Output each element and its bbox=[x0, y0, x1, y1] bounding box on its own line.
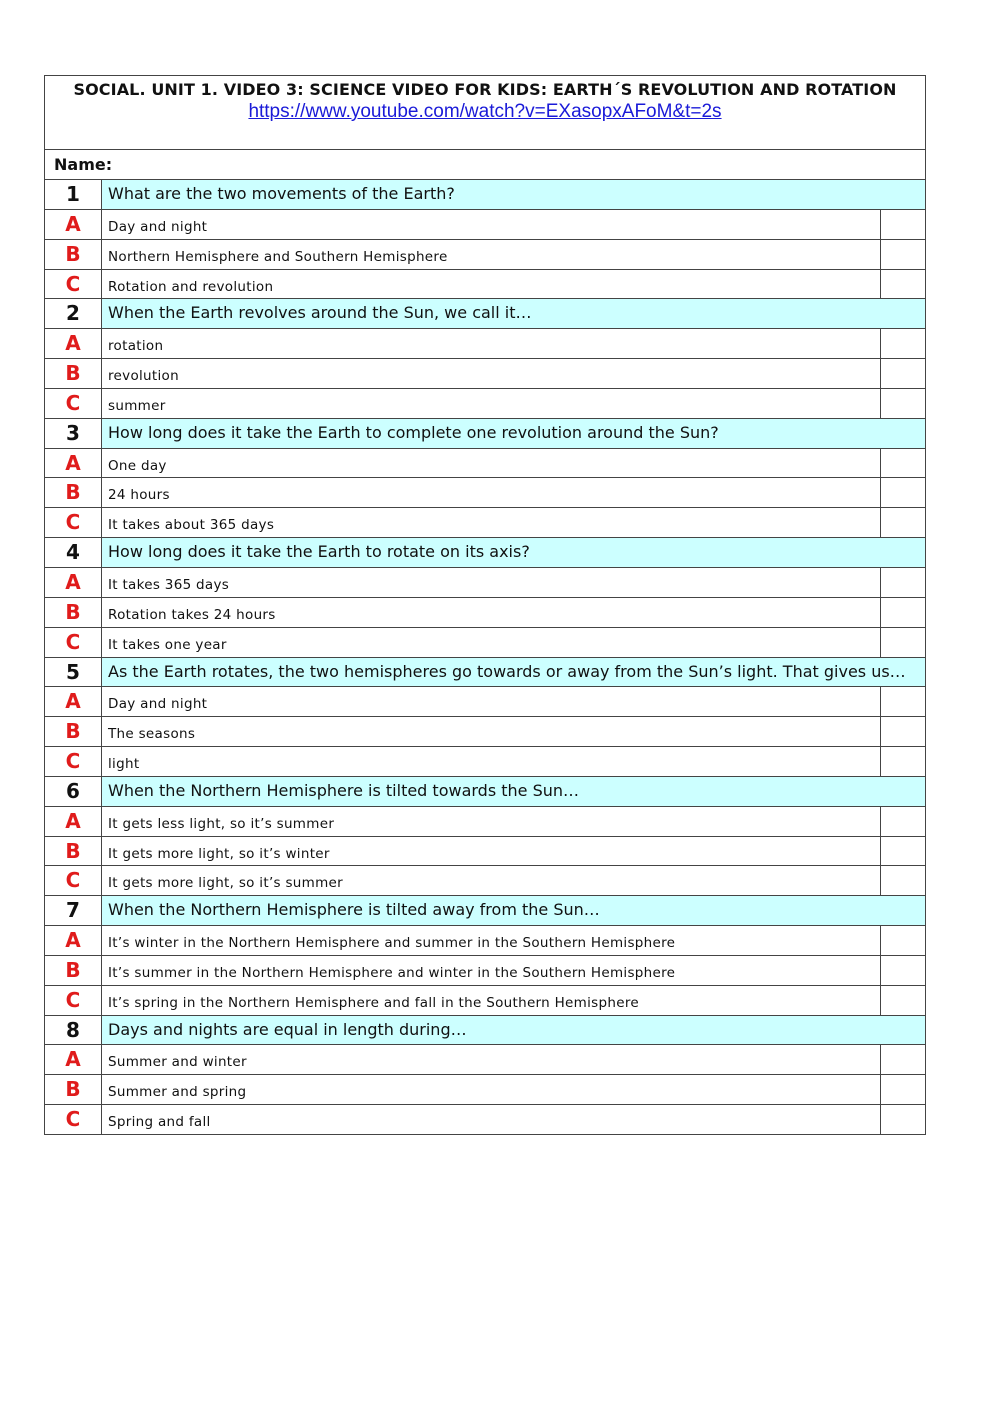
answer-box[interactable] bbox=[881, 807, 925, 836]
answer-box[interactable] bbox=[881, 687, 925, 716]
option-letter: B bbox=[45, 1075, 102, 1104]
answer-box[interactable] bbox=[881, 270, 925, 299]
question-text: How long does it take the Earth to complete one revolution around the Sun? bbox=[102, 419, 925, 448]
answer-box[interactable] bbox=[881, 449, 925, 478]
option-row bbox=[45, 598, 925, 628]
option-letter: C bbox=[45, 270, 102, 299]
option-row bbox=[45, 747, 925, 777]
option-letter: B bbox=[45, 717, 102, 746]
option-text: It gets more light, so it’s summer bbox=[102, 866, 881, 895]
option-text: The seasons bbox=[102, 717, 881, 746]
question-number: 2 bbox=[45, 299, 102, 328]
option-row bbox=[45, 449, 925, 479]
answer-box[interactable] bbox=[881, 1045, 925, 1074]
question-number: 1 bbox=[45, 180, 102, 209]
option-text: Rotation takes 24 hours bbox=[102, 598, 881, 627]
question-text: As the Earth rotates, the two hemispheres go towards or away from the Sun’s light. That gives us… bbox=[102, 658, 925, 687]
question-text: Days and nights are equal in length during… bbox=[102, 1016, 925, 1045]
option-row bbox=[45, 508, 925, 538]
question-number: 4 bbox=[45, 538, 102, 567]
option-letter: A bbox=[45, 807, 102, 836]
question-row bbox=[45, 538, 925, 568]
option-letter: C bbox=[45, 747, 102, 776]
question-row bbox=[45, 299, 925, 329]
question-text: When the Northern Hemisphere is tilted towards the Sun… bbox=[102, 777, 925, 806]
answer-box[interactable] bbox=[881, 598, 925, 627]
worksheet-table bbox=[44, 75, 926, 1135]
option-row bbox=[45, 329, 925, 359]
answer-box[interactable] bbox=[881, 926, 925, 955]
answer-box[interactable] bbox=[881, 478, 925, 507]
option-text: Summer and spring bbox=[102, 1075, 881, 1104]
answer-box[interactable] bbox=[881, 747, 925, 776]
option-row bbox=[45, 240, 925, 270]
question-row bbox=[45, 658, 925, 688]
answer-box[interactable] bbox=[881, 389, 925, 418]
answer-box[interactable] bbox=[881, 1075, 925, 1104]
name-label: Name: bbox=[54, 155, 113, 174]
option-text: Summer and winter bbox=[102, 1045, 881, 1074]
worksheet-header bbox=[45, 76, 925, 150]
option-text: rotation bbox=[102, 329, 881, 358]
option-row bbox=[45, 866, 925, 896]
question-row bbox=[45, 419, 925, 449]
option-text: It gets less light, so it’s summer bbox=[102, 807, 881, 836]
option-text: revolution bbox=[102, 359, 881, 388]
option-text: Day and night bbox=[102, 210, 881, 239]
option-text: It’s summer in the Northern Hemisphere and winter in the Southern Hemisphere bbox=[102, 956, 881, 985]
worksheet-title: SOCIAL. UNIT 1. VIDEO 3: SCIENCE VIDEO FOR KIDS: EARTH´S REVOLUTION AND ROTATION bbox=[73, 80, 897, 99]
option-letter: C bbox=[45, 389, 102, 418]
option-row bbox=[45, 1075, 925, 1105]
video-link[interactable]: https://www.youtube.com/watch?v=EXasopxAFoM&t=2s bbox=[248, 101, 722, 122]
answer-box[interactable] bbox=[881, 956, 925, 985]
question-row bbox=[45, 896, 925, 926]
question-number: 7 bbox=[45, 896, 102, 925]
answer-box[interactable] bbox=[881, 866, 925, 895]
question-row bbox=[45, 180, 925, 210]
answer-box[interactable] bbox=[881, 1105, 925, 1134]
option-row bbox=[45, 1105, 925, 1135]
option-text: summer bbox=[102, 389, 881, 418]
answer-box[interactable] bbox=[881, 568, 925, 597]
answer-box[interactable] bbox=[881, 508, 925, 537]
option-text: One day bbox=[102, 449, 881, 478]
option-row bbox=[45, 270, 925, 300]
question-number: 5 bbox=[45, 658, 102, 687]
option-text: 24 hours bbox=[102, 478, 881, 507]
option-text: Day and night bbox=[102, 687, 881, 716]
option-row bbox=[45, 628, 925, 658]
answer-box[interactable] bbox=[881, 210, 925, 239]
option-row bbox=[45, 389, 925, 419]
question-number: 6 bbox=[45, 777, 102, 806]
option-letter: A bbox=[45, 210, 102, 239]
answer-box[interactable] bbox=[881, 717, 925, 746]
option-text: Spring and fall bbox=[102, 1105, 881, 1134]
option-text: light bbox=[102, 747, 881, 776]
option-letter: B bbox=[45, 478, 102, 507]
option-letter: C bbox=[45, 628, 102, 657]
option-row bbox=[45, 986, 925, 1016]
option-row bbox=[45, 359, 925, 389]
question-text: How long does it take the Earth to rotate on its axis? bbox=[102, 538, 925, 567]
question-list bbox=[45, 180, 925, 1135]
option-letter: A bbox=[45, 568, 102, 597]
option-row bbox=[45, 956, 925, 986]
option-text: It’s spring in the Northern Hemisphere and fall in the Southern Hemisphere bbox=[102, 986, 881, 1015]
option-text: Northern Hemisphere and Southern Hemisphere bbox=[102, 240, 881, 269]
option-letter: C bbox=[45, 1105, 102, 1134]
option-letter: B bbox=[45, 598, 102, 627]
option-text: It takes 365 days bbox=[102, 568, 881, 597]
question-row bbox=[45, 1016, 925, 1046]
answer-box[interactable] bbox=[881, 837, 925, 866]
answer-box[interactable] bbox=[881, 329, 925, 358]
option-row bbox=[45, 837, 925, 867]
option-row bbox=[45, 717, 925, 747]
option-letter: B bbox=[45, 956, 102, 985]
option-row bbox=[45, 926, 925, 956]
question-row bbox=[45, 777, 925, 807]
option-text: It gets more light, so it’s winter bbox=[102, 837, 881, 866]
option-letter: C bbox=[45, 866, 102, 895]
question-text: When the Northern Hemisphere is tilted away from the Sun… bbox=[102, 896, 925, 925]
option-text: It takes about 365 days bbox=[102, 508, 881, 537]
option-letter: A bbox=[45, 329, 102, 358]
question-number: 8 bbox=[45, 1016, 102, 1045]
option-text: Rotation and revolution bbox=[102, 270, 881, 299]
question-number: 3 bbox=[45, 419, 102, 448]
answer-box[interactable] bbox=[881, 240, 925, 269]
option-letter: A bbox=[45, 687, 102, 716]
option-row bbox=[45, 478, 925, 508]
option-text: It’s winter in the Northern Hemisphere and summer in the Southern Hemisphere bbox=[102, 926, 881, 955]
option-letter: B bbox=[45, 240, 102, 269]
option-letter: C bbox=[45, 986, 102, 1015]
question-text: When the Earth revolves around the Sun, we call it… bbox=[102, 299, 925, 328]
question-text: What are the two movements of the Earth? bbox=[102, 180, 925, 209]
answer-box[interactable] bbox=[881, 359, 925, 388]
option-letter: A bbox=[45, 926, 102, 955]
option-row bbox=[45, 687, 925, 717]
option-letter: B bbox=[45, 359, 102, 388]
option-letter: A bbox=[45, 1045, 102, 1074]
option-text: It takes one year bbox=[102, 628, 881, 657]
answer-box[interactable] bbox=[881, 628, 925, 657]
option-row bbox=[45, 1045, 925, 1075]
option-row bbox=[45, 568, 925, 598]
option-letter: A bbox=[45, 449, 102, 478]
name-field[interactable] bbox=[45, 150, 925, 180]
answer-box[interactable] bbox=[881, 986, 925, 1015]
option-letter: B bbox=[45, 837, 102, 866]
option-row bbox=[45, 807, 925, 837]
option-row bbox=[45, 210, 925, 240]
option-letter: C bbox=[45, 508, 102, 537]
